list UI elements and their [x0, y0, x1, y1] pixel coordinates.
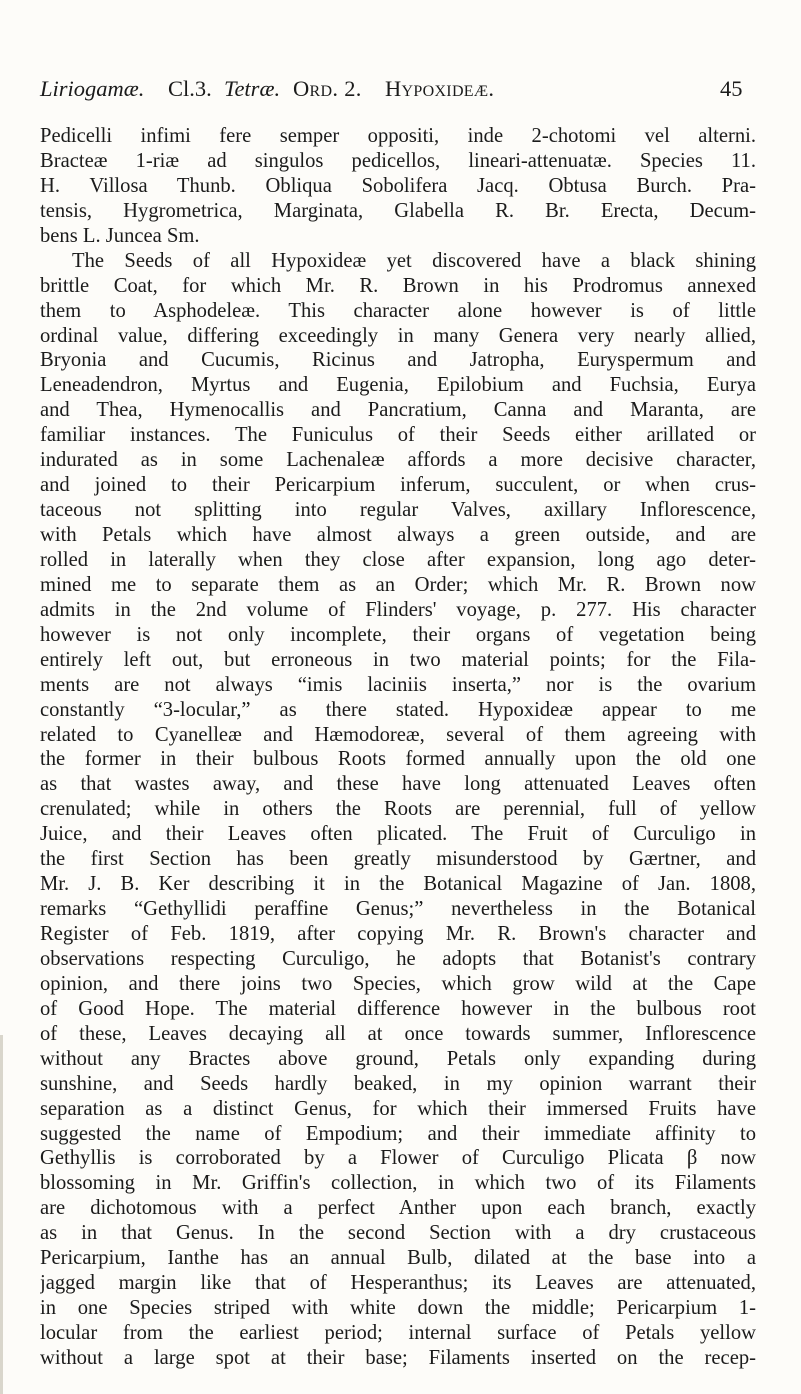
text-line: however is not only incomplete, their organs of vegetation being — [40, 623, 756, 646]
header-class-number: Cl.3. — [168, 76, 212, 101]
text-line: Leneadendron, Myrtus and Eugenia, Epilobium and Fuchsia, Eurya — [40, 374, 756, 397]
text-line: jagged margin like that of Hesperanthus; its Leaves are attenuated, — [40, 1272, 756, 1295]
text-line: mined me to separate them as an Order; which Mr. R. Brown now — [40, 573, 756, 596]
text-line: observations respecting Curculigo, he adopts that Botanist's contrary — [40, 947, 756, 970]
text-line: without a large spot at their base; Filaments inserted on the recep- — [40, 1346, 756, 1369]
text-line: locular from the earliest period; internal surface of Petals yellow — [40, 1322, 756, 1344]
text-line: Register of Feb. 1819, after copying Mr. R. Brown's character and — [40, 923, 756, 945]
page-number: 45 — [720, 76, 743, 101]
header-class-name: Liriogamæ. — [40, 76, 145, 101]
header-subclass: Tetræ. — [224, 76, 281, 101]
text-line: bens L. Juncea Sm. — [40, 224, 200, 247]
text-line: tensis, Hygrometrica, Marginata, Glabella R. Br. Erecta, Decum- — [40, 199, 756, 222]
text-line: taceous not splitting into regular Valves, axillary Inflorescence, — [40, 499, 756, 522]
text-line: the first Section has been greatly misunderstood by Gærtner, and — [40, 848, 756, 871]
body-text — [40, 124, 756, 1371]
header-order: Ord. 2. — [293, 76, 362, 101]
text-line: and joined to their Pericarpium inferum, succulent, or when crus- — [40, 474, 756, 497]
text-line: as that wastes away, and these have long attenuated Leaves often — [40, 773, 756, 796]
text-line: ordinal value, differing exceedingly in many Genera very nearly allied, — [40, 324, 756, 347]
text-line: without any Bractes above ground, Petals only expanding during — [40, 1047, 756, 1070]
text-line: Gethyllis is corroborated by a Flower of Curculigo Plicata β now — [40, 1147, 756, 1170]
text-line: the former in their bulbous Roots formed annually upon the old one — [40, 748, 756, 771]
text-line: familiar instances. The Funiculus of their Seeds either arillated or — [40, 424, 756, 447]
text-line: opinion, and there joins two Species, which grow wild at the Cape — [40, 972, 756, 995]
text-line: of these, Leaves decaying all at once towards summer, Inflorescence — [40, 1022, 756, 1045]
running-header — [40, 76, 756, 110]
text-line: rolled in laterally when they close after expansion, long ago deter- — [40, 548, 756, 571]
text-line: them to Asphodeleæ. This character alone however is of little — [40, 299, 756, 322]
text-line: in one Species striped with white down the middle; Pericarpium 1- — [40, 1297, 756, 1320]
text-line: indurated as in some Lachenaleæ affords a more decisive character, — [40, 449, 756, 472]
text-line: Pedicelli infimi fere semper oppositi, inde 2-chotomi vel alterni. — [40, 125, 756, 147]
text-line: blossoming in Mr. Griffin's collection, in which two of its Filaments — [40, 1172, 756, 1195]
text-line: are dichotomous with a perfect Anther upon each branch, exactly — [40, 1197, 756, 1220]
text-line: Bracteæ 1-riæ ad singulos pedicellos, lineari-attenuatæ. Species 11. — [40, 149, 756, 172]
text-line: sunshine, and Seeds hardly beaked, in my opinion warrant their — [40, 1072, 756, 1095]
header-family: Hypoxideæ. — [385, 76, 495, 101]
text-line: entirely left out, but erroneous in two material points; for the Fila- — [40, 648, 756, 671]
text-line: brittle Coat, for which Mr. R. Brown in his Prodromus annexed — [40, 274, 756, 297]
text-line: remarks “Gethyllidi peraffine Genus;” nevertheless in the Botanical — [40, 898, 756, 921]
text-line: ments are not always “imis laciniis inserta,” nor is the ovarium — [40, 673, 756, 696]
text-line: crenulated; while in others the Roots are perennial, full of yellow — [40, 798, 756, 821]
text-line: H. Villosa Thunb. Obliqua Sobolifera Jacq. Obtusa Burch. Pra- — [40, 174, 756, 197]
text-line: as in that Genus. In the second Section with a dry crustaceous — [40, 1222, 756, 1245]
text-line: The Seeds of all Hypoxideæ yet discovered have a black shining — [72, 249, 756, 272]
text-line: Mr. J. B. Ker describing it in the Botanical Magazine of Jan. 1808, — [40, 873, 756, 896]
text-line: separation as a distinct Genus, for which their immersed Fruits have — [40, 1097, 756, 1120]
text-line: related to Cyanelleæ and Hæmodoreæ, several of them agreeing with — [40, 723, 756, 746]
text-line: Juice, and their Leaves often plicated. The Fruit of Curculigo in — [40, 823, 756, 846]
text-line: suggested the name of Empodium; and their immediate affinity to — [40, 1122, 756, 1145]
text-line: Pericarpium, Ianthe has an annual Bulb, dilated at the base into a — [40, 1247, 756, 1270]
text-line: Bryonia and Cucumis, Ricinus and Jatropha, Euryspermum and — [40, 349, 756, 372]
text-line: with Petals which have almost always a green outside, and are — [40, 524, 756, 546]
page-edge-shadow — [0, 1035, 3, 1394]
text-line: constantly “3-locular,” as there stated. Hypoxideæ appear to me — [40, 698, 756, 721]
text-line: and Thea, Hymenocallis and Pancratium, Canna and Maranta, are — [40, 399, 756, 422]
text-line: of Good Hope. The material difference however in the bulbous root — [40, 997, 756, 1020]
text-line: admits in the 2nd volume of Flinders' voyage, p. 277. His character — [40, 598, 756, 621]
